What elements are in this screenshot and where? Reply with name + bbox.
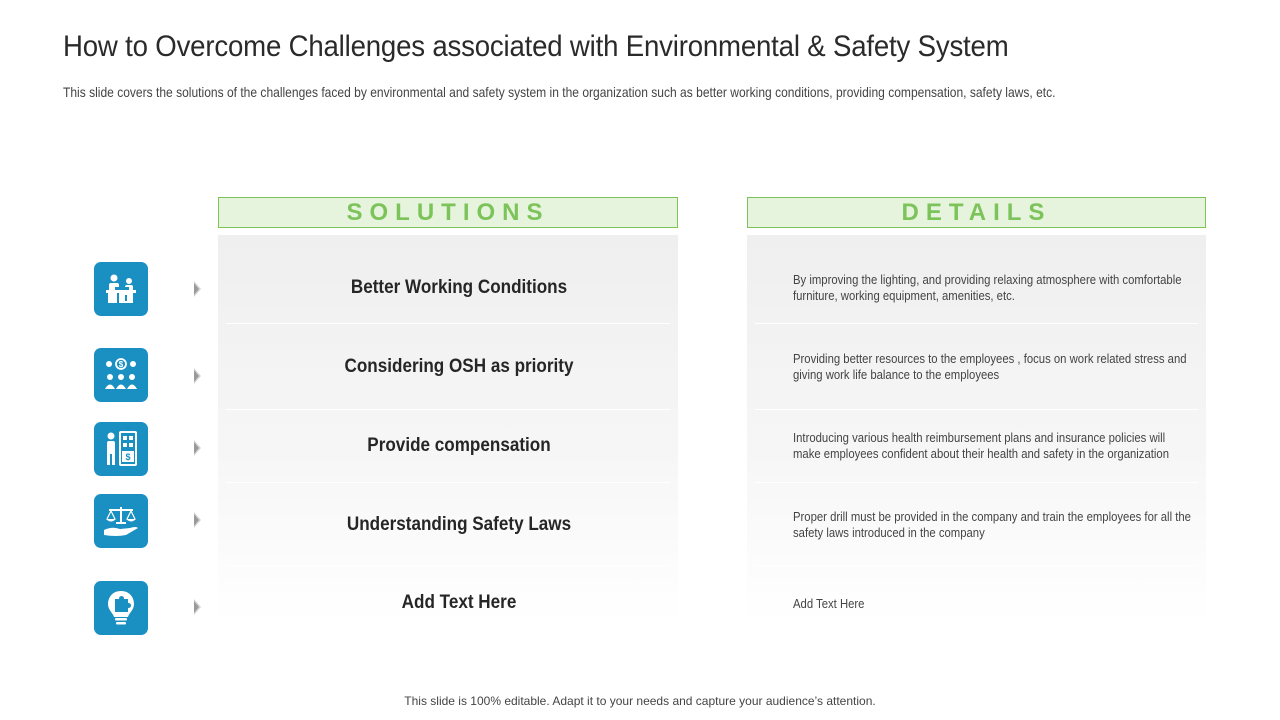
solutions-header: SOLUTIONS [218, 197, 678, 228]
scales-hand-icon [94, 494, 148, 548]
row-divider [226, 409, 670, 410]
row-divider [226, 482, 670, 483]
page-title: How to Overcome Challenges associated with Environmental & Safety System [63, 30, 1009, 63]
row-divider [755, 409, 1198, 410]
solution-label: Understanding Safety Laws [346, 514, 572, 535]
detail-text: Introducing various health reimbursement plans and insurance policies will make employees confident about their health and safety in the organization [793, 430, 1169, 461]
person-compensation-icon [94, 422, 148, 476]
svg-text:$: $ [125, 452, 131, 462]
detail-text: Proper drill must be provided in the company and train the employees for all the safety laws introduced in the company [793, 509, 1191, 540]
row-divider [755, 323, 1198, 324]
row-divider [226, 323, 670, 324]
team-money-icon [94, 348, 148, 402]
solution-label: Considering OSH as priority [344, 356, 574, 377]
puzzle-bulb-icon [94, 581, 148, 635]
detail-text: Add Text Here [793, 596, 865, 611]
solution-label: Better Working Conditions [350, 277, 568, 298]
chevron-right-icon [191, 279, 203, 299]
page-subtitle: This slide covers the solutions of the challenges faced by environmental and safety system in the organization such as better working conditions, providing compensation, safety laws, etc. [63, 84, 1056, 100]
chevron-right-icon [191, 597, 203, 617]
detail-text: Providing better resources to the employees , focus on work related stress and giving work life balance to the employees [793, 351, 1187, 382]
details-header: DETAILS [747, 197, 1206, 228]
row-divider [755, 482, 1198, 483]
chevron-right-icon [191, 438, 203, 458]
solution-label: Add Text Here [401, 592, 517, 613]
solution-label: Provide compensation [367, 435, 551, 456]
row-divider [755, 565, 1198, 566]
row-divider [226, 565, 670, 566]
footer-note: This slide is 100% editable. Adapt it to your needs and capture your audience’s attention. [404, 694, 876, 708]
meeting-desk-icon [94, 262, 148, 316]
detail-text: By improving the lighting, and providing relaxing atmosphere with comfortable furniture, working equipment, amenities, etc. [793, 272, 1182, 303]
chevron-right-icon [191, 510, 203, 530]
svg-text:$: $ [118, 360, 124, 369]
chevron-right-icon [191, 366, 203, 386]
